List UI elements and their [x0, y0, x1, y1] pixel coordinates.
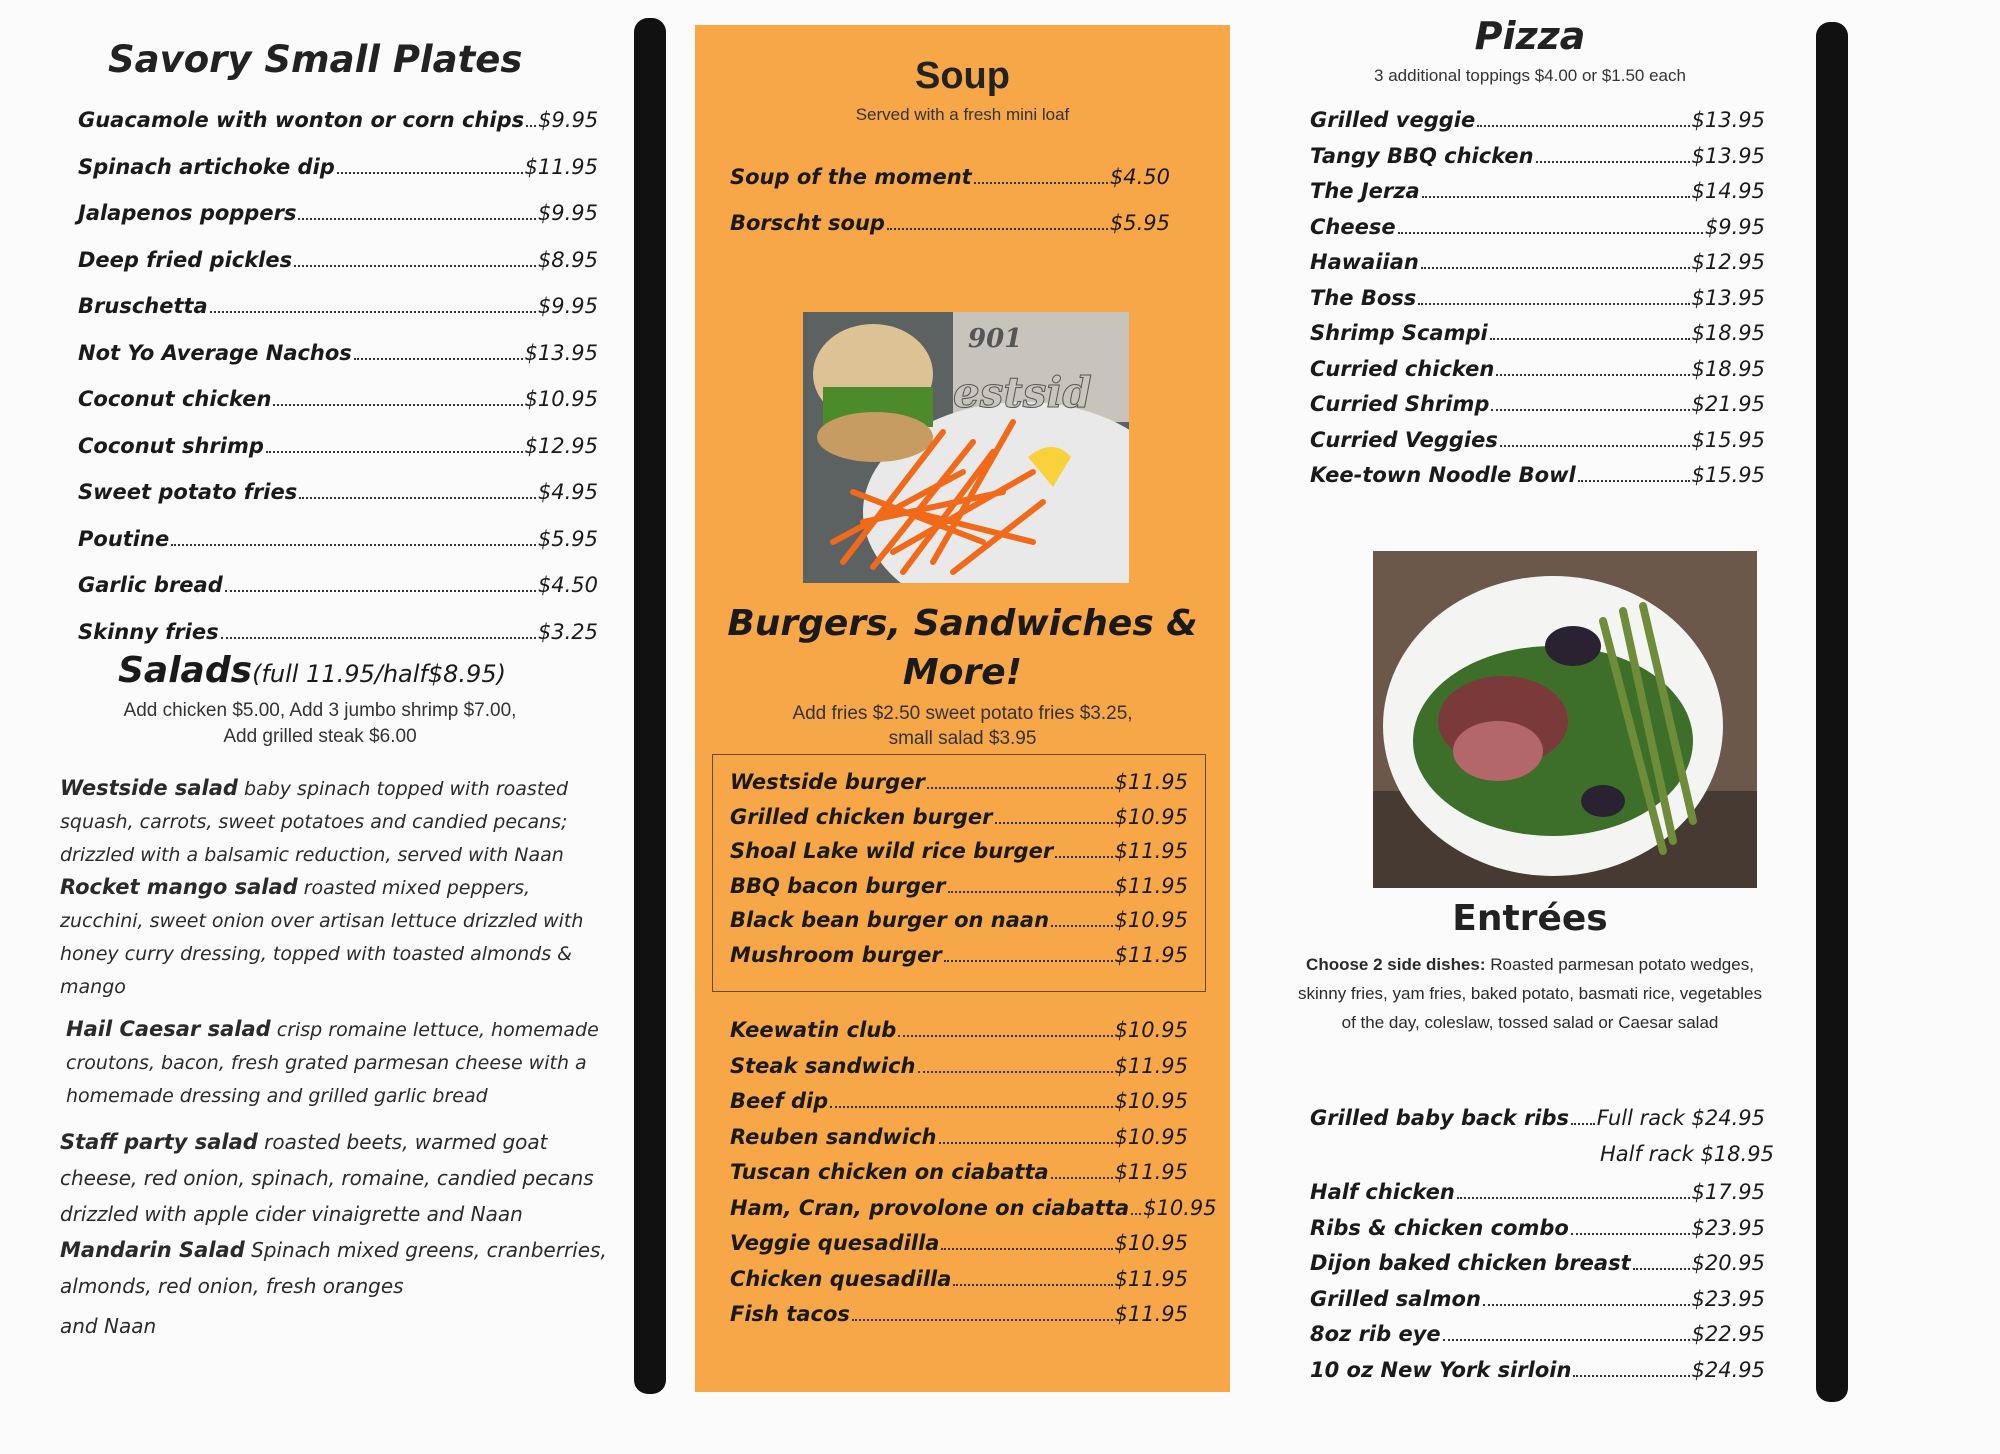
- item-name: Coconut shrimp: [78, 433, 264, 458]
- item-name: Fish tacos: [730, 1302, 850, 1326]
- menu-item-row: [1310, 108, 1765, 132]
- item-price: $9.95: [538, 108, 599, 132]
- leader-dots: [266, 451, 523, 453]
- menu-item-row: [78, 294, 598, 318]
- salad-name: Mandarin Salad: [60, 1238, 245, 1262]
- leader-dots: [1633, 1268, 1690, 1270]
- item-name: Soup of the moment: [730, 165, 972, 189]
- item-name: Beef dip: [730, 1089, 829, 1113]
- salads-addons-1: Add chicken $5.00, Add 3 jumbo shrimp $7.00,: [123, 700, 517, 721]
- item-name: Chicken quesadilla: [730, 1266, 952, 1291]
- item-price: $4.95: [537, 480, 598, 504]
- menu-item-row: [730, 770, 1188, 794]
- salad-desc: baby spinach topped with roasted squash, carrots, sweet potatoes and candied pecans; drizzled with a balsamic reduction, served with Naan: [60, 778, 569, 866]
- menu-item-row: [1310, 392, 1765, 416]
- menu-item-row: [730, 839, 1188, 863]
- burgers-title-2: More!: [902, 652, 1023, 693]
- item-name: Bruschetta: [78, 294, 208, 318]
- salads-heading: [118, 650, 506, 691]
- leader-dots: [225, 590, 536, 592]
- leader-dots: [1491, 409, 1689, 411]
- photo-text-westside: estsid: [953, 368, 1092, 417]
- item-name: Ham, Cran, provolone on ciabatta: [730, 1195, 1130, 1220]
- leader-dots: [1571, 1233, 1690, 1235]
- leader-dots: [273, 404, 522, 406]
- leader-dots: [927, 787, 1113, 789]
- leader-dots: [1422, 196, 1690, 198]
- item-name: Curried chicken: [1310, 356, 1495, 381]
- leader-dots: [221, 637, 536, 639]
- item-price: $3.25: [537, 619, 598, 644]
- salad-rocket-mango: [60, 871, 610, 1004]
- item-price: $9.95: [537, 294, 598, 318]
- item-name: Curried Veggies: [1310, 427, 1498, 452]
- menu-item-row: [730, 874, 1188, 898]
- item-price: $11.95: [1114, 839, 1188, 863]
- item-price: $13.95: [1691, 285, 1765, 310]
- item-name: 8oz rib eye: [1310, 1322, 1441, 1346]
- leader-dots: [1477, 125, 1689, 127]
- item-name: The Boss: [1310, 285, 1417, 310]
- leader-dots: [354, 358, 523, 360]
- menu-item-row: [1310, 428, 1765, 452]
- menu-item-row: [730, 1231, 1188, 1255]
- menu-item-row: [78, 573, 598, 597]
- pizza-subtitle: 3 additional toppings $4.00 or $1.50 each: [1374, 66, 1686, 85]
- salad-desc: roasted mixed peppers, zucchini, sweet onion over artisan lettuce drizzled with honey curry dressing, topped with toasted almonds & mango: [60, 877, 584, 998]
- item-price: $5.95: [537, 526, 598, 551]
- item-name: 10 oz New York sirloin: [1310, 1357, 1572, 1382]
- menu-item-row: [1310, 1358, 1765, 1382]
- item-price: $17.95: [1691, 1180, 1765, 1204]
- item-name: Borscht soup: [730, 210, 885, 235]
- item-name: Tangy BBQ chicken: [1310, 143, 1534, 168]
- burgers-subtitle-1: Add fries $2.50 sweet potato fries $3.25,: [792, 703, 1133, 724]
- leader-dots: [887, 228, 1108, 230]
- menu-item-row: [78, 155, 598, 179]
- item-price: $12.95: [524, 433, 598, 458]
- salad-name: Rocket mango salad: [60, 875, 298, 899]
- leader-dots: [1536, 161, 1690, 163]
- soup-title: Soup: [915, 55, 1010, 97]
- leader-dots: [852, 1319, 1113, 1321]
- leader-dots: [1500, 445, 1690, 447]
- menu-item-row: [1310, 286, 1765, 310]
- item-price: Half rack $18.95: [1600, 1142, 1774, 1166]
- leader-dots: [1051, 1177, 1113, 1179]
- menu-item-row: [1310, 1322, 1765, 1346]
- item-name: Keewatin club: [730, 1018, 897, 1042]
- menu-item-row: [1310, 321, 1765, 345]
- item-price: $10.95: [1114, 908, 1188, 932]
- menu-item-row: [730, 165, 1170, 189]
- menu-item-row: [730, 1125, 1188, 1149]
- soup-subtitle: Served with a fresh mini loaf: [855, 105, 1070, 124]
- salad-desc: Spinach mixed greens, cranberries, almonds, red onion, fresh oranges: [60, 1238, 607, 1298]
- item-name: Kee-town Noodle Bowl: [1310, 463, 1576, 487]
- menu-item-row: [730, 1195, 1217, 1220]
- item-price: $9.95: [537, 201, 598, 225]
- entrees-note-bold: Choose 2 side dishes:: [1306, 955, 1486, 974]
- item-name: Grilled baby back ribs: [1310, 1106, 1570, 1130]
- item-name: Jalapenos poppers: [78, 201, 297, 225]
- item-name: Mushroom burger: [730, 942, 942, 967]
- item-price: $8.95: [537, 247, 598, 272]
- menu-item-row: [730, 1089, 1188, 1113]
- leader-dots: [953, 1284, 1112, 1286]
- leader-dots: [1578, 480, 1690, 482]
- item-name: Westside burger: [730, 770, 925, 794]
- leader-dots: [1573, 1375, 1689, 1377]
- leader-dots: [294, 265, 536, 267]
- item-price: $11.95: [524, 154, 598, 179]
- leader-dots: [944, 960, 1113, 962]
- leader-dots: [210, 311, 536, 313]
- item-price: $11.95: [1114, 1302, 1188, 1326]
- menu-item-row: [1310, 144, 1765, 168]
- pizza-title: Pizza: [1474, 14, 1586, 58]
- menu-item-row: [78, 341, 598, 365]
- menu-item-row: [1310, 1180, 1765, 1204]
- item-price: $21.95: [1691, 392, 1765, 416]
- leader-dots: [898, 1035, 1112, 1037]
- small-plates-title: Savory Small Plates: [108, 38, 523, 81]
- menu-item-row: [1310, 250, 1765, 274]
- salad-name: Staff party salad: [60, 1130, 258, 1154]
- item-name: Coconut chicken: [78, 387, 272, 411]
- leader-dots: [1483, 1304, 1690, 1306]
- menu-item-row: [1310, 1287, 1765, 1311]
- item-price: $11.95: [1114, 1053, 1188, 1078]
- leader-dots: [298, 218, 535, 220]
- menu-item-row: [730, 1302, 1188, 1326]
- item-price: $18.95: [1691, 321, 1765, 345]
- item-name: Deep fried pickles: [78, 247, 293, 272]
- leader-dots: [299, 497, 536, 499]
- menu-item-row: [730, 1267, 1188, 1291]
- leader-dots: [171, 544, 536, 546]
- item-price: Full rack $24.95: [1596, 1106, 1765, 1130]
- menu-item-row: [78, 108, 598, 132]
- wavy-divider-left: [634, 18, 666, 1394]
- leader-dots: [1443, 1339, 1690, 1341]
- item-name: Guacamole with wonton or corn chips: [78, 108, 525, 132]
- item-name: The Jerza: [1310, 179, 1420, 203]
- item-name: Sweet potato fries: [78, 480, 298, 504]
- salads-title: Salads: [118, 650, 253, 691]
- item-price: $11.95: [1114, 873, 1188, 898]
- photo-text-901: 901: [968, 324, 1023, 354]
- menu-item-row: [1310, 357, 1765, 381]
- item-price: $10.95: [524, 387, 598, 411]
- item-name: Dijon baked chicken breast: [1310, 1251, 1631, 1275]
- item-name: Reuben sandwich: [730, 1124, 937, 1149]
- item-price: $10.95: [1114, 804, 1188, 829]
- burgers-subtitle-2: small salad $3.95: [888, 728, 1037, 749]
- wavy-divider-right: [1816, 22, 1848, 1402]
- item-name: Skinny fries: [78, 619, 219, 644]
- item-price: $12.95: [1691, 250, 1765, 274]
- menu-item-row: [78, 527, 598, 551]
- menu-item-row: [1310, 1251, 1765, 1275]
- item-name: Ribs & chicken combo: [1310, 1215, 1569, 1240]
- leader-dots: [1055, 856, 1112, 858]
- menu-item-row: [78, 387, 598, 411]
- item-name: Half chicken: [1310, 1180, 1455, 1204]
- item-price: $9.95: [1704, 214, 1765, 239]
- item-price: $13.95: [524, 340, 598, 365]
- item-name: Grilled veggie: [1310, 108, 1476, 132]
- burgers-title-1: Burgers, Sandwiches &: [727, 603, 1198, 644]
- leader-dots: [974, 182, 1108, 184]
- leader-dots: [1496, 374, 1689, 376]
- item-name: Tuscan chicken on ciabatta: [730, 1160, 1049, 1184]
- item-price: $10.95: [1114, 1018, 1188, 1042]
- leader-dots: [939, 1142, 1113, 1144]
- entree-photo-svg: [1373, 551, 1757, 888]
- item-price: $15.95: [1691, 427, 1765, 452]
- salads-tail: and Naan: [60, 1314, 157, 1338]
- menu-item-row: [1310, 215, 1765, 239]
- menu-item-row: [730, 1160, 1188, 1184]
- menu-item-row: [1310, 179, 1765, 203]
- item-price: $18.95: [1691, 356, 1765, 381]
- item-price: $20.95: [1691, 1251, 1765, 1275]
- menu-item-row: [1310, 463, 1765, 487]
- item-price: $13.95: [1691, 143, 1765, 168]
- item-price: $11.95: [1114, 942, 1188, 967]
- leader-dots: [995, 822, 1113, 824]
- entrees-note-text: Roasted parmesan potato wedges, skinny fries, yam fries, baked potato, basmati rice, vegetables of the day, coleslaw, tossed salad or Caesar salad: [1298, 955, 1762, 1032]
- item-name: BBQ bacon burger: [730, 873, 946, 898]
- item-name: Shoal Lake wild rice burger: [730, 839, 1054, 863]
- item-price: $24.95: [1691, 1357, 1765, 1382]
- menu-item-row: [78, 201, 598, 225]
- item-price: $10.95: [1143, 1195, 1217, 1220]
- item-price: $11.95: [1114, 770, 1188, 794]
- leader-dots: [918, 1071, 1113, 1073]
- item-name: Shrimp Scampi: [1310, 321, 1488, 345]
- menu-item-row: [730, 1018, 1188, 1042]
- salad-desc: roasted beets, warmed goat cheese, red onion, spinach, romaine, candied pecans drizzled with apple cider vinaigrette and Naan: [60, 1130, 594, 1226]
- item-name: Grilled salmon: [1310, 1286, 1481, 1311]
- menu-item-row: [730, 211, 1170, 235]
- item-name: Hawaiian: [1310, 250, 1419, 274]
- menu-item-row: [730, 805, 1188, 829]
- menu-item-row: [78, 248, 598, 272]
- salad-name: Westside salad: [60, 776, 238, 800]
- entree-photo: [1373, 551, 1757, 888]
- item-name: Garlic bread: [78, 573, 223, 597]
- item-name: Not Yo Average Nachos: [78, 340, 352, 365]
- leader-dots: [337, 172, 523, 174]
- entrees-note: [1290, 950, 1770, 1037]
- item-name: Veggie quesadilla: [730, 1231, 940, 1255]
- item-name: Black bean burger on naan: [730, 908, 1050, 932]
- leader-dots: [1457, 1197, 1690, 1199]
- salad-desc: crisp romaine lettuce, homemade croutons, bacon, fresh grated parmesan cheese with a homemade dressing and grilled garlic bread: [66, 1019, 599, 1107]
- leader-dots: [1398, 232, 1703, 234]
- item-price: $4.50: [537, 573, 598, 597]
- item-name: Spinach artichoke dip: [78, 154, 335, 179]
- item-price: $23.95: [1691, 1286, 1765, 1311]
- item-price: $23.95: [1691, 1215, 1765, 1240]
- item-price: $10.95: [1114, 1231, 1188, 1255]
- menu-item-row: [1310, 1216, 1765, 1240]
- burger-fries-photo: [803, 312, 1129, 583]
- item-price: $14.95: [1691, 179, 1765, 203]
- item-name: Curried Shrimp: [1310, 392, 1490, 416]
- leader-dots: [1051, 925, 1112, 927]
- item-name: Poutine: [78, 526, 170, 551]
- item-price: $5.95: [1109, 210, 1170, 235]
- leader-dots: [1421, 267, 1690, 269]
- leader-dots: [1418, 303, 1689, 305]
- leader-dots: [948, 891, 1113, 893]
- item-name: Cheese: [1310, 214, 1396, 239]
- salad-hail-caesar: [66, 1013, 610, 1113]
- entree-row-ribs-half: [1600, 1142, 1774, 1166]
- menu-item-row: [78, 620, 598, 644]
- menu-item-row: [730, 1054, 1188, 1078]
- burger-photo-svg: [803, 312, 1129, 583]
- item-price: $15.95: [1691, 463, 1765, 487]
- item-name: Steak sandwich: [730, 1053, 916, 1078]
- item-name: Grilled chicken burger: [730, 804, 993, 829]
- item-price: $10.95: [1114, 1124, 1188, 1149]
- leader-dots: [1131, 1213, 1141, 1215]
- leader-dots: [1490, 338, 1690, 340]
- entree-row-ribs: [1310, 1106, 1765, 1130]
- salad-westside: [60, 772, 610, 872]
- item-price: $4.50: [1109, 165, 1170, 189]
- menu-item-row: [730, 943, 1188, 967]
- salads-price: (full 11.95/half$8.95): [252, 660, 506, 688]
- item-price: $13.95: [1691, 108, 1765, 132]
- menu-item-row: [78, 480, 598, 504]
- item-price: $10.95: [1114, 1089, 1188, 1113]
- leader-dots: [941, 1248, 1112, 1250]
- leader-dots: [1571, 1123, 1595, 1125]
- leader-dots: [830, 1106, 1112, 1108]
- menu-item-row: [730, 908, 1188, 932]
- item-price: $22.95: [1691, 1322, 1765, 1346]
- leader-dots: [526, 125, 536, 127]
- item-price: $11.95: [1114, 1266, 1188, 1291]
- entrees-title: Entrées: [1452, 898, 1608, 939]
- salad-name: Hail Caesar salad: [66, 1017, 271, 1041]
- item-price: $11.95: [1114, 1160, 1188, 1184]
- salads-addons-2: Add grilled steak $6.00: [223, 726, 417, 747]
- salad-staff-party: [60, 1124, 620, 1304]
- menu-item-row: [78, 434, 598, 458]
